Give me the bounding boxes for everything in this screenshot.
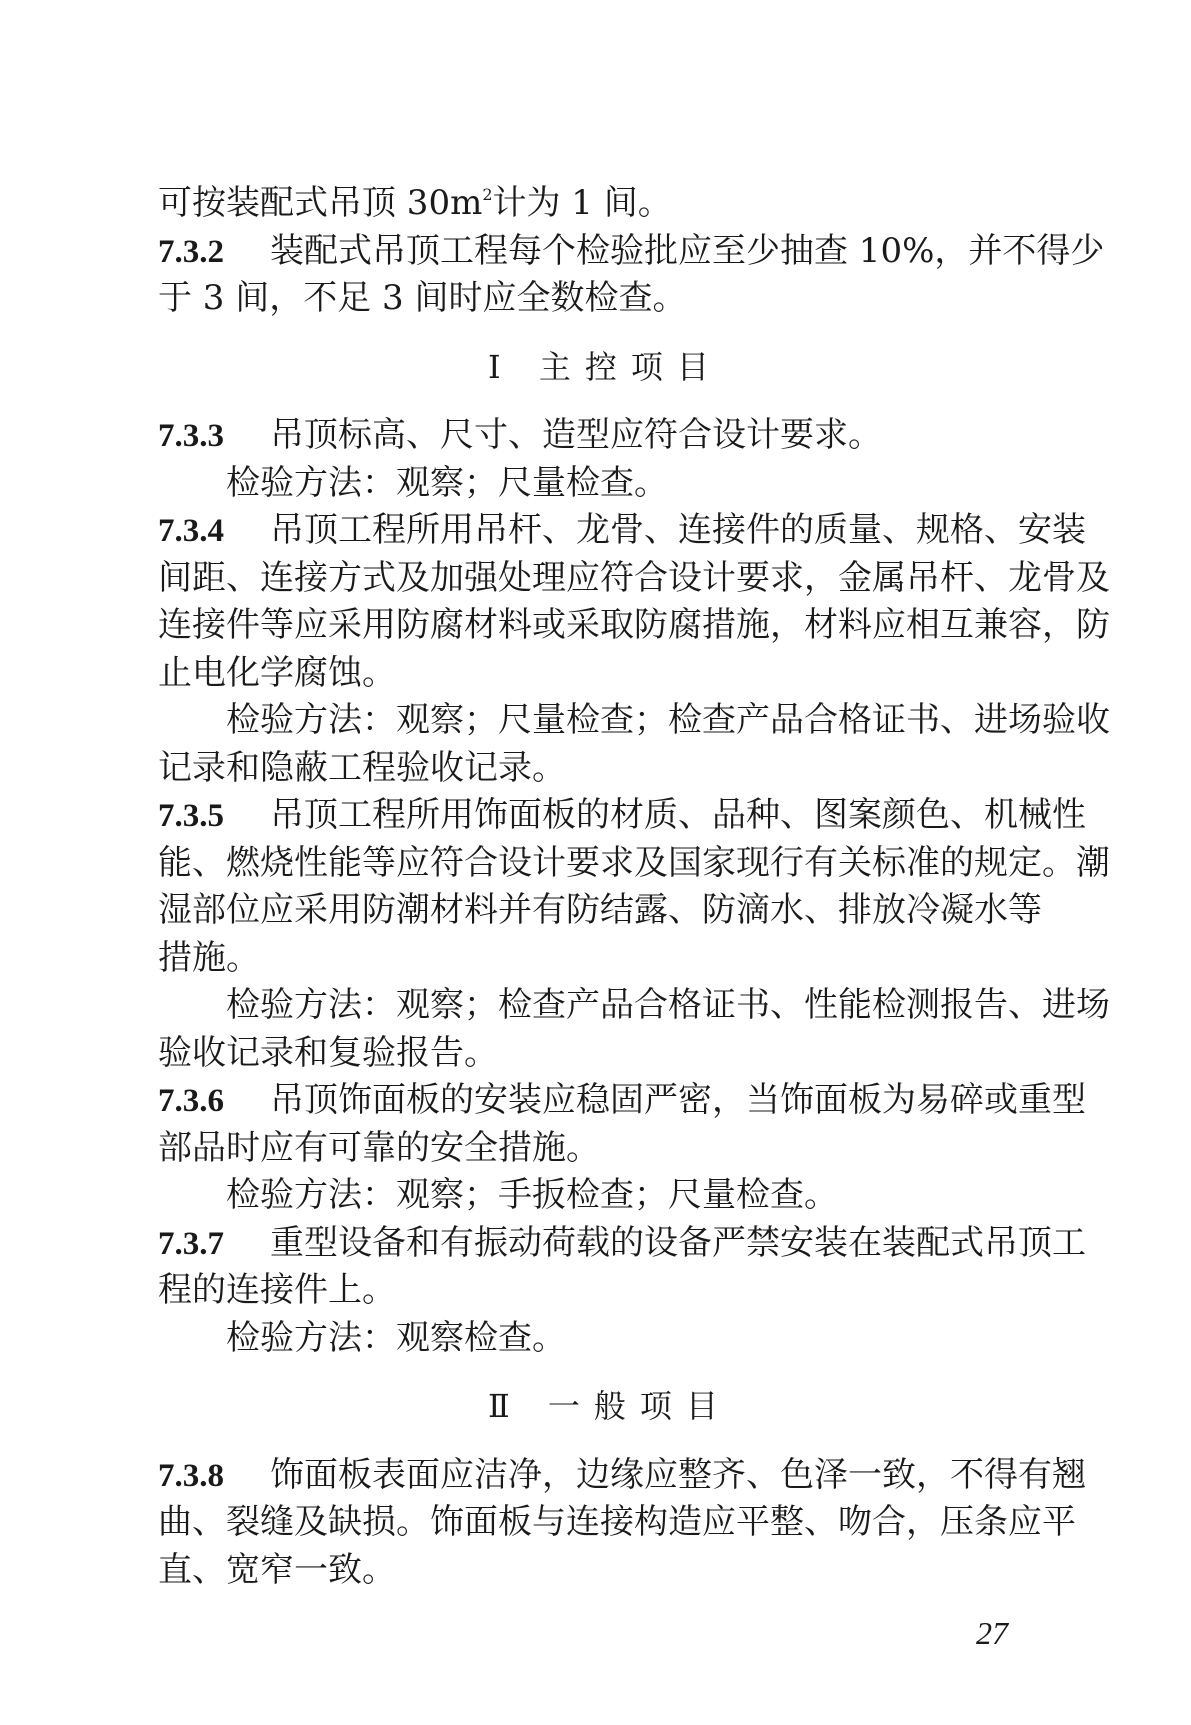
inspection-method: 检验方法：观察；尺量检查。 <box>226 462 668 503</box>
section-heading-main: Ⅰ 主控项目 <box>488 347 723 386</box>
text-line: 间距、连接方式及加强处理应符合设计要求，金属吊杆、龙骨及 <box>158 557 1110 598</box>
inspection-method: 检验方法：观察；检查产品合格证书、性能检测报告、进场 <box>226 985 1110 1025</box>
text-line: 湿部位应采用防潮材料并有防结露、防滴水、排放冷凝水等 <box>158 890 1042 930</box>
clause-7-3-7: 7.3.7 重型设备和有振动荷载的设备严禁安装在装配式吊顶工 <box>158 1222 1086 1263</box>
inspection-method: 检验方法：观察；手扳检查；尺量检查。 <box>226 1175 838 1215</box>
clause-7-3-6: 7.3.6 吊顶饰面板的安装应稳固严密，当饰面板为易碎或重型 <box>158 1080 1086 1120</box>
document-body <box>158 180 1110 1594</box>
text-line: 曲、裂缝及缺损。饰面板与连接构造应平整、吻合，压条应平 <box>158 1502 1076 1542</box>
text-line: 直、宽窄一致。 <box>158 1549 396 1590</box>
clause-7-3-4: 7.3.4 吊顶工程所用吊杆、龙骨、连接件的质量、规格、安装 <box>158 510 1086 550</box>
page-number: 27 <box>976 1615 1008 1651</box>
section-heading-general: Ⅱ 一般项目 <box>488 1387 732 1425</box>
text-line: 部品时应有可靠的安全措施。 <box>158 1127 600 1168</box>
text-line: 可按装配式吊顶 $30m^2$计为 1 间。 <box>158 183 672 223</box>
text-line: 措施。 <box>158 937 260 978</box>
text-line: 连接件等应采用防腐材料或采取防腐措施，材料应相互兼容，防 <box>158 605 1110 645</box>
text-line: 止电化学腐蚀。 <box>158 652 396 693</box>
clause-7-3-3: 7.3.3 吊顶标高、尺寸、造型应符合设计要求。 <box>158 415 882 455</box>
clause-7-3-5: 7.3.5 吊顶工程所用饰面板的材质、品种、图案颜色、机械性 <box>158 795 1086 835</box>
text-line: 验收记录和复验报告。 <box>158 1032 498 1073</box>
clause-7-3-2: 7.3.2 装配式吊顶工程每个检验批应至少抽查 10%，并不得少 <box>158 230 1105 271</box>
clause-7-3-8: 7.3.8 饰面板表面应洁净，边缘应整齐、色泽一致，不得有翘 <box>158 1454 1086 1495</box>
text-line: 于 3 间，不足 3 间时应全数检查。 <box>158 278 687 318</box>
inspection-method: 检验方法：观察检查。 <box>226 1317 566 1358</box>
text-line: 能、燃烧性能等应符合设计要求及国家现行有关标准的规定。潮 <box>158 842 1110 883</box>
text-line: 程的连接件上。 <box>158 1270 396 1310</box>
text-line: 记录和隐蔽工程验收记录。 <box>158 747 566 788</box>
inspection-method: 检验方法：观察；尺量检查；检查产品合格证书、进场验收 <box>226 700 1110 740</box>
